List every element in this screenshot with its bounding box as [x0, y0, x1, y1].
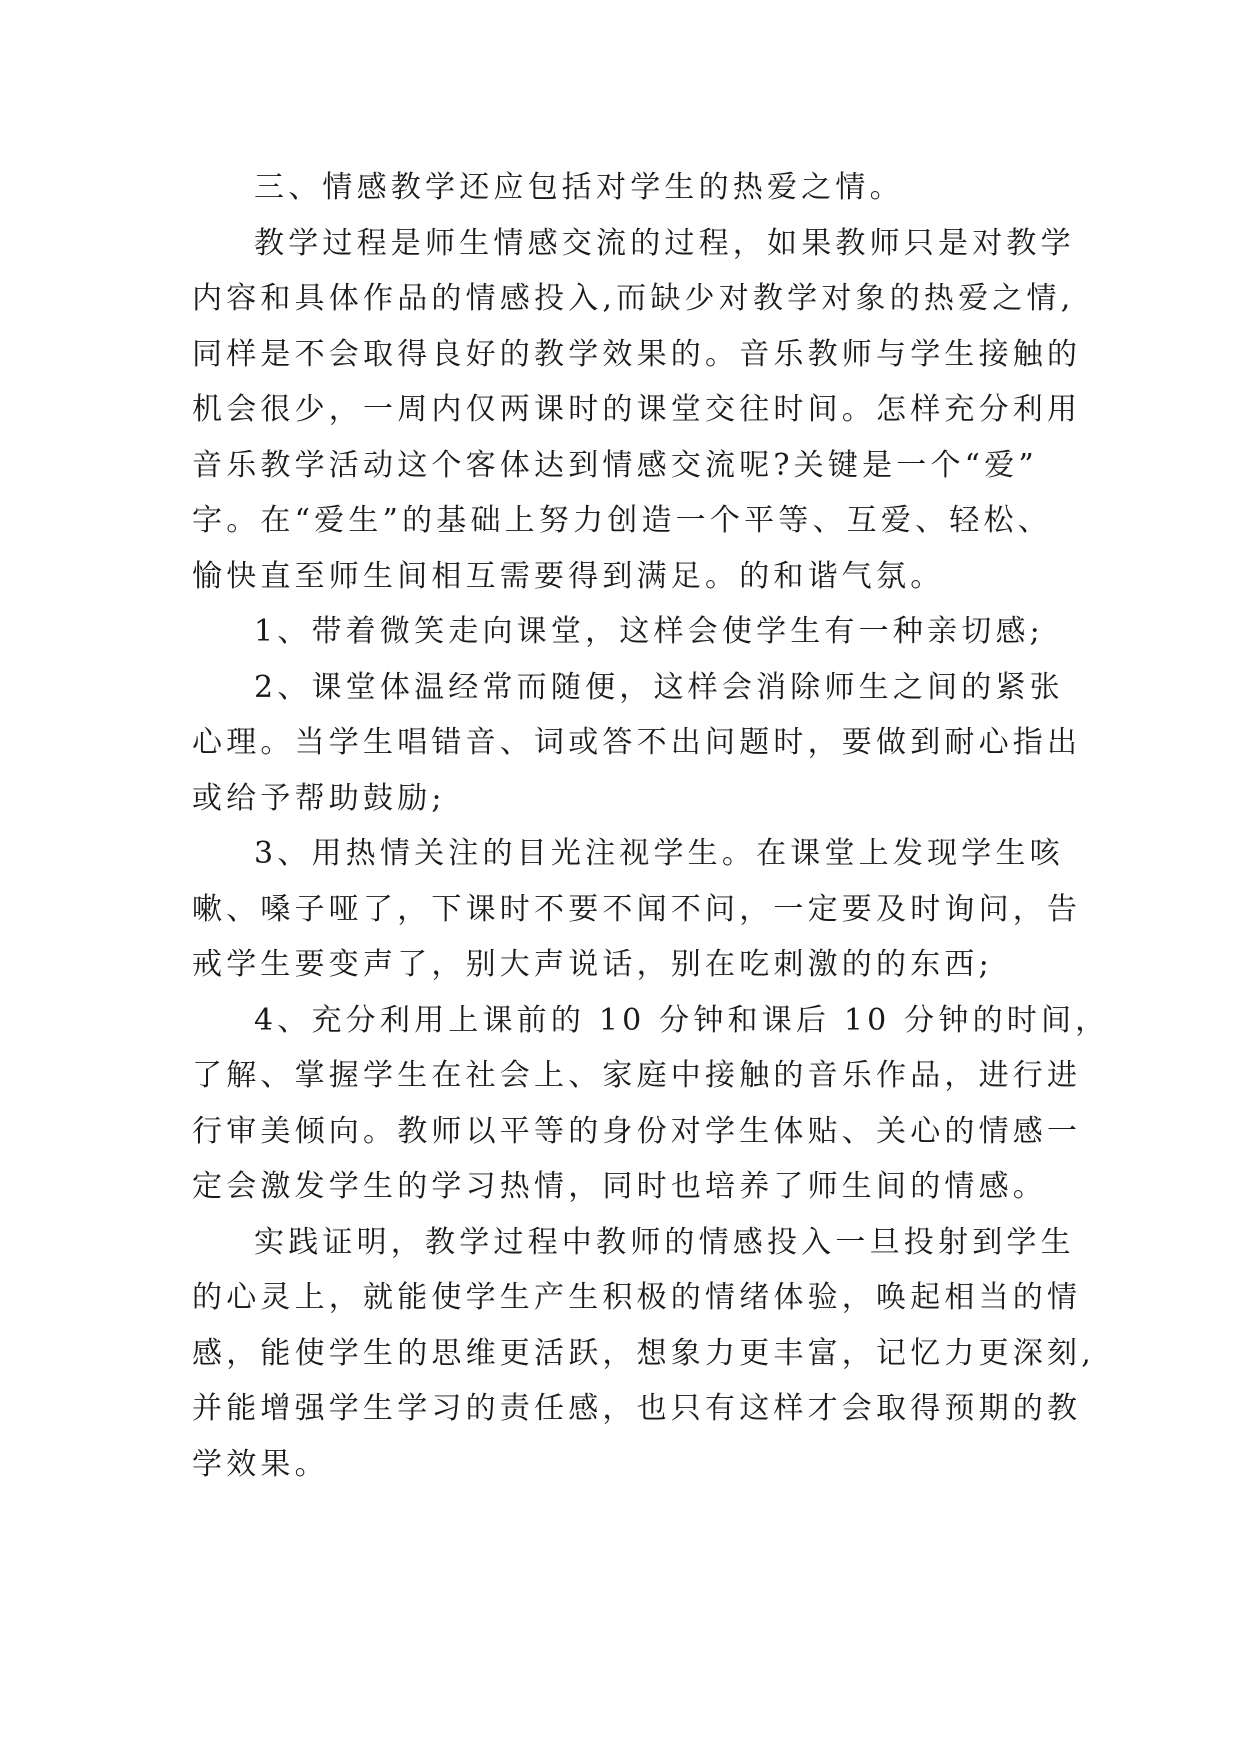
paragraph-line: 嗽、嗓子哑了，下课时不要不闻不问，一定要及时询问，告 [192, 891, 1082, 927]
list-item-1: 1、带着微笑走向课堂，这样会使学生有一种亲切感; [254, 614, 1044, 649]
paragraph-line: 了解、掌握学生在社会上、家庭中接触的音乐作品，进行进 [192, 1058, 1082, 1093]
paragraph-line: 行审美倾向。教师以平等的身份对学生体贴、关心的情感一 [192, 1113, 1082, 1149]
paragraph-line: 学效果。 [192, 1446, 329, 1482]
conclusion-line: 实践证明，教学过程中教师的情感投入一旦投射到学生 [254, 1224, 1075, 1260]
paragraph-line: 戒学生要变声了，别大声说话，别在吃刺激的的东西; [192, 947, 993, 982]
list-item-2: 2、课堂体温经常而随便，这样会消除师生之间的紧张 [254, 669, 1064, 705]
section-heading: 三、情感教学还应包括对学生的热爱之情。 [254, 170, 904, 205]
paragraph-line: 字。在“爱生”的基础上努力创造一个平等、互爱、轻松、 [192, 503, 1052, 538]
list-item-3: 3、用热情关注的目光注视学生。在课堂上发现学生咳 [254, 836, 1064, 871]
paragraph-line: 心理。当学生唱错音、词或答不出问题时，要做到耐心指出 [192, 725, 1082, 760]
paragraph-line: 音乐教学活动这个客体达到情感交流呢?关键是一个“爱” [192, 447, 1038, 483]
paragraph-line: 或给予帮助鼓励; [192, 780, 446, 816]
paragraph-line: 的心灵上，就能使学生产生积极的情绪体验，唤起相当的情 [192, 1280, 1082, 1315]
paragraph-line: 教学过程是师生情感交流的过程，如果教师只是对教学 [254, 225, 1075, 261]
document-body [192, 160, 1110, 1492]
paragraph-line: 机会很少，一周内仅两课时的课堂交往时间。怎样充分利用 [192, 392, 1082, 427]
paragraph-line: 并能增强学生学习的责任感，也只有这样才会取得预期的教 [192, 1391, 1082, 1426]
paragraph-line: 愉快直至师生间相互需要得到满足。的和谐气氛。 [192, 558, 945, 594]
paragraph-line: 同样是不会取得良好的教学效果的。音乐教师与学生接触的 [192, 336, 1082, 372]
paragraph-line: 内容和具体作品的情感投入,而缺少对教学对象的热爱之情, [192, 281, 1075, 316]
list-item-4: 4、充分利用上课前的 10 分钟和课后 10 分钟的时间， [254, 1002, 1110, 1038]
paragraph-line: 感，能使学生的思维更活跃，想象力更丰富，记忆力更深刻, [192, 1335, 1095, 1371]
paragraph-line: 定会激发学生的学习热情，同时也培养了师生间的情感。 [192, 1169, 1047, 1204]
